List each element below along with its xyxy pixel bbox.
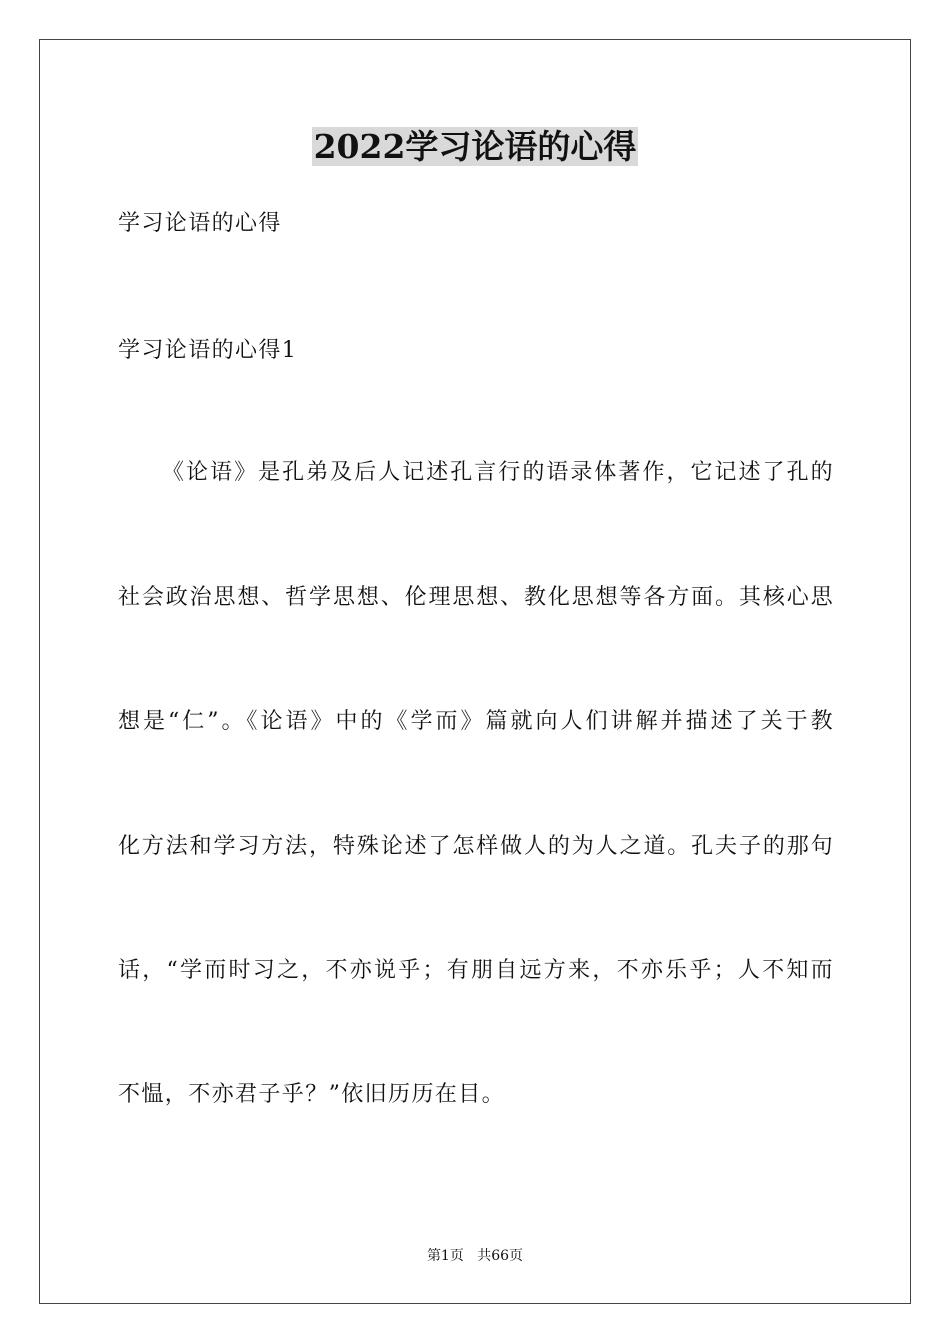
paragraph-line-2: 社会政治思想、哲学思想、伦理思想、教化思想等各方面。其核心思	[118, 585, 834, 610]
page-footer	[0, 1246, 950, 1266]
paragraph-line-3: 想是“仁”。《论语》中的《学而》篇就向人们讲解并描述了关于教	[118, 709, 834, 734]
section-heading: 学习论语的心得1	[118, 338, 298, 363]
footer-total-pages: 共66页	[477, 1248, 524, 1264]
paragraph-line-6: 不愠，不亦君子乎？”依旧历历在目。	[118, 1082, 506, 1107]
paragraph-line-4: 化方法和学习方法，特殊论述了怎样做人的为人之道。孔夫子的那句	[118, 834, 834, 859]
document-title	[0, 124, 950, 170]
paragraph-line-1: 《论语》是孔弟及后人记述孔言行的语录体著作，它记述了孔的	[162, 460, 834, 485]
footer-page-number: 第1页	[426, 1248, 464, 1264]
document-subtitle: 学习论语的心得	[118, 211, 282, 236]
document-title-text: 2022学习论语的心得	[313, 127, 637, 166]
paragraph-line-5: 话，“学而时习之，不亦说乎；有朋自远方来，不亦乐乎；人不知而	[118, 958, 834, 983]
